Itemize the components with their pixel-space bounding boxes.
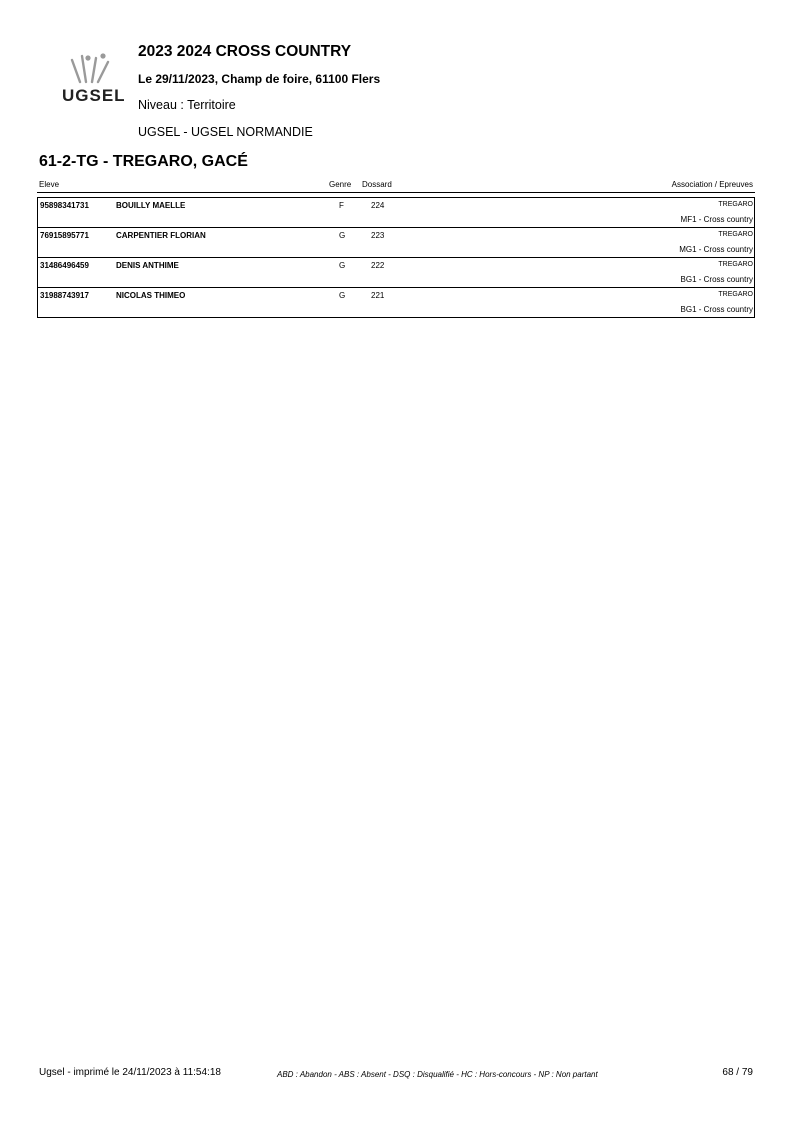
student-epreuve: BG1 - Cross country xyxy=(680,305,753,314)
student-genre: F xyxy=(339,201,344,210)
student-id: 31988743917 xyxy=(40,291,89,300)
abbreviation-legend: ABD : Abandon - ABS : Absent - DSQ : Disqualifié - HC : Hors-concours - NP : Non partant xyxy=(277,1070,598,1079)
page-number: 68 / 79 xyxy=(722,1067,753,1078)
column-header-eleve: Eleve xyxy=(39,180,60,189)
student-epreuve: MF1 - Cross country xyxy=(680,215,753,224)
column-header-association: Association / Epreuves xyxy=(671,180,753,189)
student-dossard: 222 xyxy=(371,261,385,270)
student-id: 76915895771 xyxy=(40,231,89,240)
student-dossard: 221 xyxy=(371,291,385,300)
page-title: 2023 2024 CROSS COUNTRY xyxy=(138,43,352,60)
student-name: DENIS ANTHIME xyxy=(116,261,179,270)
student-genre: G xyxy=(339,261,346,270)
print-timestamp: Ugsel - imprimé le 24/11/2023 à 11:54:18 xyxy=(39,1067,221,1078)
table-row xyxy=(38,197,754,227)
student-genre: G xyxy=(339,231,346,240)
student-dossard: 224 xyxy=(371,201,385,210)
column-header-genre: Genre xyxy=(329,180,352,189)
header-divider xyxy=(37,192,755,193)
student-name: BOUILLY MAELLE xyxy=(116,201,186,210)
organization-label: UGSEL - UGSEL NORMANDIE xyxy=(138,125,313,139)
student-name: CARPENTIER FLORIAN xyxy=(116,231,206,240)
logo-text: UGSEL xyxy=(62,86,126,105)
table-row xyxy=(38,227,754,257)
event-date-location: Le 29/11/2023, Champ de foire, 61100 Flers xyxy=(138,72,381,86)
column-header-dossard: Dossard xyxy=(362,180,392,189)
student-association: TREGARO xyxy=(718,201,753,208)
student-association: TREGARO xyxy=(718,231,753,238)
results-table xyxy=(37,197,755,318)
level-label: Niveau : Territoire xyxy=(138,98,236,112)
student-epreuve: BG1 - Cross country xyxy=(680,275,753,284)
section-title: 61-2-TG - TREGARO, GACÉ xyxy=(39,153,248,170)
table-row xyxy=(38,287,754,317)
student-association: TREGARO xyxy=(718,261,753,268)
student-genre: G xyxy=(339,291,346,300)
student-id: 31486496459 xyxy=(40,261,89,270)
student-association: TREGARO xyxy=(718,291,753,298)
student-epreuve: MG1 - Cross country xyxy=(679,245,753,254)
student-id: 95898341731 xyxy=(40,201,89,210)
ugsel-logo xyxy=(62,52,124,110)
table-row xyxy=(38,257,754,287)
student-name: NICOLAS THIMEO xyxy=(116,291,186,300)
ugsel-figures-icon xyxy=(68,52,116,86)
student-dossard: 223 xyxy=(371,231,385,240)
